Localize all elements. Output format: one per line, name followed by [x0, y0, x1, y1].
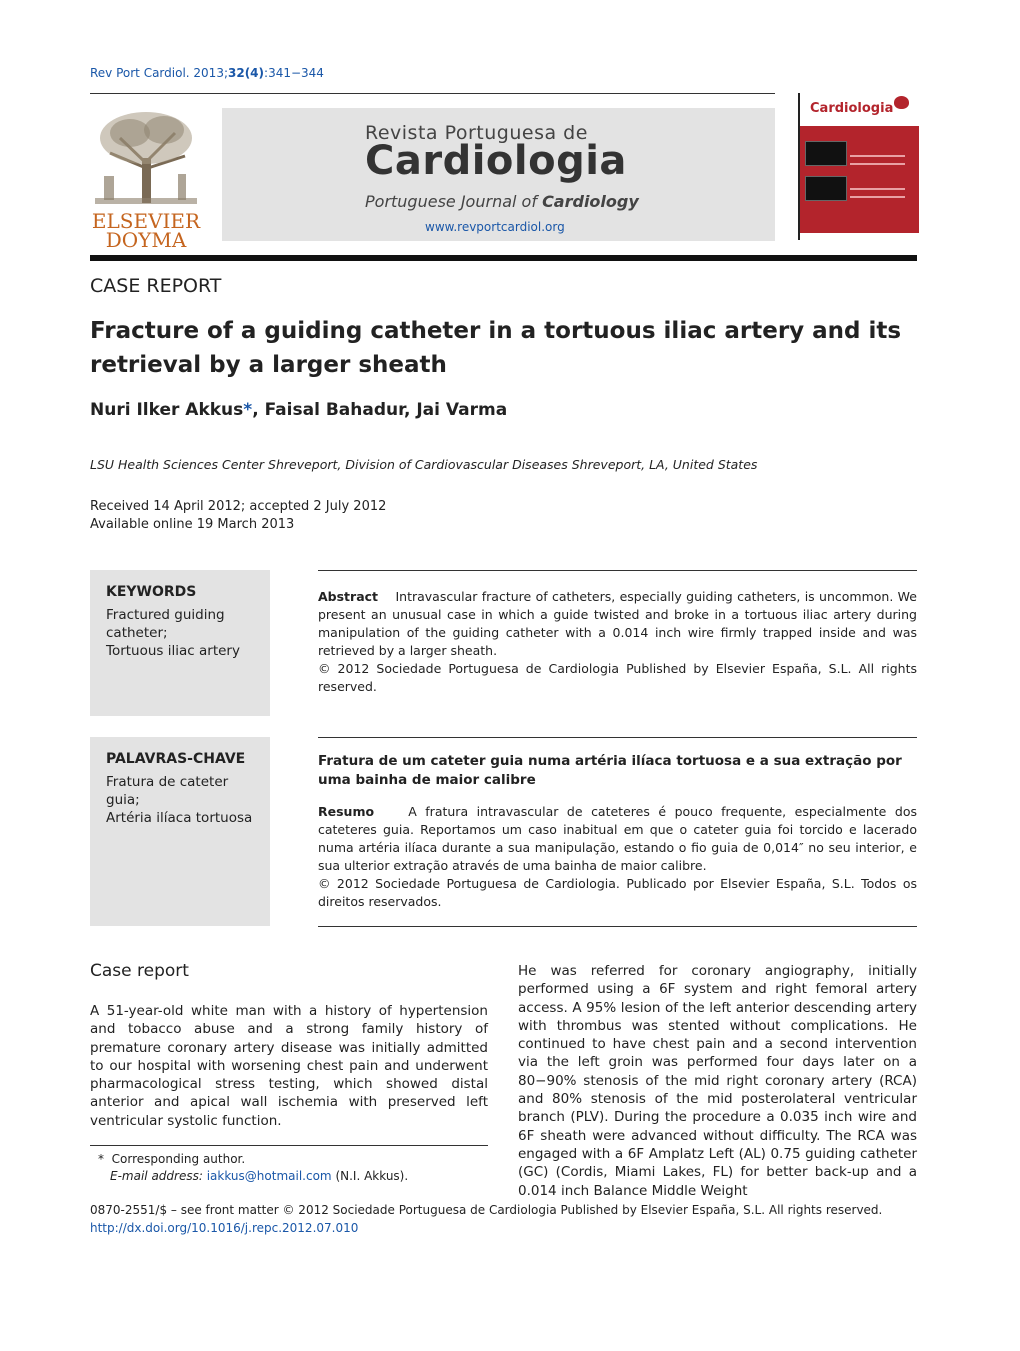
- cover-footer: [800, 233, 919, 241]
- cover-image-2: [805, 176, 847, 201]
- citation-journal: Rev Port Cardiol. 2013;: [90, 66, 228, 80]
- journal-banner: [222, 108, 775, 241]
- resumo-label: Resumo: [318, 804, 375, 819]
- article-title: Fracture of a guiding catheter in a tortuous iliac artery and its retrieval by a larger sheath: [90, 318, 902, 378]
- abstract-body: Intravascular fracture of catheters, especially guiding catheters, is uncommon. We present an unusual case in which a guide twisted and broke in a tortuous iliac artery during manipulation of the guiding catheter with a 0.014 inch wire firmly trapped inside and was retrieved by a larger sheath.: [318, 589, 917, 658]
- available-online-date: Available online 19 March 2013: [90, 517, 295, 532]
- cover-text-line: [850, 155, 905, 157]
- keyword-item: Fractured guiding catheter;: [106, 607, 225, 641]
- abstract-top-rule: [318, 570, 917, 571]
- palavra-chave-item: Artéria ilíaca tortuosa: [106, 810, 253, 826]
- palavras-chave-heading: PALAVRAS-CHAVE: [106, 751, 246, 767]
- citation-volume: 32(4): [228, 66, 265, 80]
- affiliation: LSU Health Sciences Center Shreveport, Division of Cardiovascular Diseases Shreveport, LA, United States: [90, 457, 758, 472]
- footnote-marker: *: [98, 1152, 104, 1166]
- keyword-item: Tortuous iliac artery: [106, 643, 240, 659]
- banner-journal-name: Cardiologia: [365, 138, 627, 184]
- issn-line: 0870-2551/$ – see front matter © 2012 Sociedade Portuguesa de Cardiologia Published by Elsevier España, S.L. All rights reserved.: [90, 1203, 883, 1217]
- palavra-chave-item: Fratura de cateter guia;: [106, 774, 229, 808]
- elsevier-tree-icon: [90, 108, 202, 208]
- journal-cover-thumbnail: [798, 93, 919, 240]
- body-column-left: A 51-year-old white man with a history of hypertension and tobacco abuse and a strong family history of premature coronary artery disease was initially admitted to our hospital with worsening chest pain and underwent pharmacological stress testing, which showed distal anterior and apical wall ischemia with preserved left ventricular systolic function.: [90, 1003, 488, 1129]
- footnote-rule: [90, 1145, 488, 1146]
- citation-pages: :341−344: [264, 66, 324, 80]
- logo-text-doyma: DOYMA: [105, 228, 187, 252]
- resumo-bottom-rule: [318, 926, 917, 927]
- resumo-copyright: © 2012 Sociedade Portuguesa de Cardiologia. Publicado por Elsevier España, S.L. Todos os direitos reservados.: [318, 876, 917, 909]
- resumo-top-rule: [318, 737, 917, 738]
- header-rule: [90, 93, 775, 94]
- resumo-body: A fratura intravascular de cateteres é pouco frequente, especialmente dos cateteres guia. Reportamos um caso inabitual em que o cateter guia foi torcido e lacerado numa artéria ilíaca durante a sua manipulação, estando o fio guia de 0,014″ no seu interior, e sua ulterior extração através de uma bainha de maior calibre.: [318, 804, 917, 873]
- keywords-list: [106, 606, 261, 660]
- cover-image-1: [805, 141, 847, 166]
- cover-text-line: [850, 196, 905, 198]
- keywords-box: [90, 570, 270, 716]
- abstract-text: [318, 588, 917, 696]
- body-column-right: He was referred for coronary angiography, initially performed using a 6F system and right femoral artery access. A 95% lesion of the left anterior descending artery with thrombus was stented without complications. He continued to have chest pain and a second intervention via the left groin was performed four days later on a 80−90% stenosis of the mid right coronary artery (RCA) and 80% stenosis of the mid posterolateral ventricular branch (PLV). During the procedure a 0.035 inch wire and 6F sheath were advanced without difficulty. The RCA was engaged with a 6F Amplatz Left (AL) 0.75 guiding catheter (GC) (Cordis, Miami Lakes, FL) for better back-up and a 0.014 inch Balance Middle Weight: [518, 963, 917, 1199]
- footnote-corresponding: Corresponding author.: [111, 1152, 246, 1166]
- palavras-chave-list: [106, 773, 261, 827]
- page-footer: [90, 1201, 882, 1237]
- author-list: [90, 400, 507, 420]
- cover-title: Cardiologia: [810, 101, 894, 116]
- logo-text-elsevier: ELSEVIER: [91, 209, 201, 233]
- section-heading: Case report: [90, 961, 189, 981]
- abstract-label: Abstract: [318, 589, 379, 604]
- email-suffix: (N.I. Akkus).: [335, 1169, 409, 1183]
- cover-text-line: [850, 188, 905, 190]
- heart-icon: [894, 96, 909, 109]
- header-thick-rule: [90, 255, 917, 261]
- palavras-chave-box: [90, 737, 270, 926]
- abstract-copyright: © 2012 Sociedade Portuguesa de Cardiologia Published by Elsevier España, S.L. All rights reserved.: [318, 661, 917, 694]
- corresponding-author-marker[interactable]: *: [243, 400, 253, 420]
- banner-line-1: Revista Portuguesa de: [365, 122, 588, 144]
- keywords-heading: KEYWORDS: [106, 584, 197, 600]
- author-first[interactable]: Nuri Ilker Akkus: [90, 400, 244, 420]
- received-date: Received 14 April 2012; accepted 2 July 2012: [90, 499, 387, 514]
- resumo-title: Fratura de um cateter guia numa artéria ilíaca tortuosa e a sua extração por uma bainha de maior calibre: [318, 753, 902, 788]
- article-type: CASE REPORT: [90, 275, 222, 297]
- article-dates: [90, 498, 386, 534]
- elsevier-logo: [90, 108, 202, 252]
- authors-rest[interactable]: , Faisal Bahadur, Jai Varma: [252, 400, 508, 420]
- journal-citation[interactable]: [90, 66, 324, 80]
- corresponding-author-footnote: [98, 1151, 408, 1185]
- journal-url-link[interactable]: www.revportcardiol.org: [425, 220, 565, 234]
- email-label: E-mail address:: [110, 1169, 203, 1183]
- banner-subtitle-bold: Cardiology: [542, 192, 639, 211]
- resumo-text: [318, 803, 917, 911]
- banner-subtitle-prefix: Portuguese Journal of: [365, 192, 537, 211]
- banner-subtitle: [365, 192, 639, 211]
- doi-link[interactable]: http://dx.doi.org/10.1016/j.repc.2012.07.010: [90, 1221, 359, 1235]
- cover-text-line: [850, 163, 905, 165]
- email-link[interactable]: iakkus@hotmail.com: [206, 1169, 332, 1183]
